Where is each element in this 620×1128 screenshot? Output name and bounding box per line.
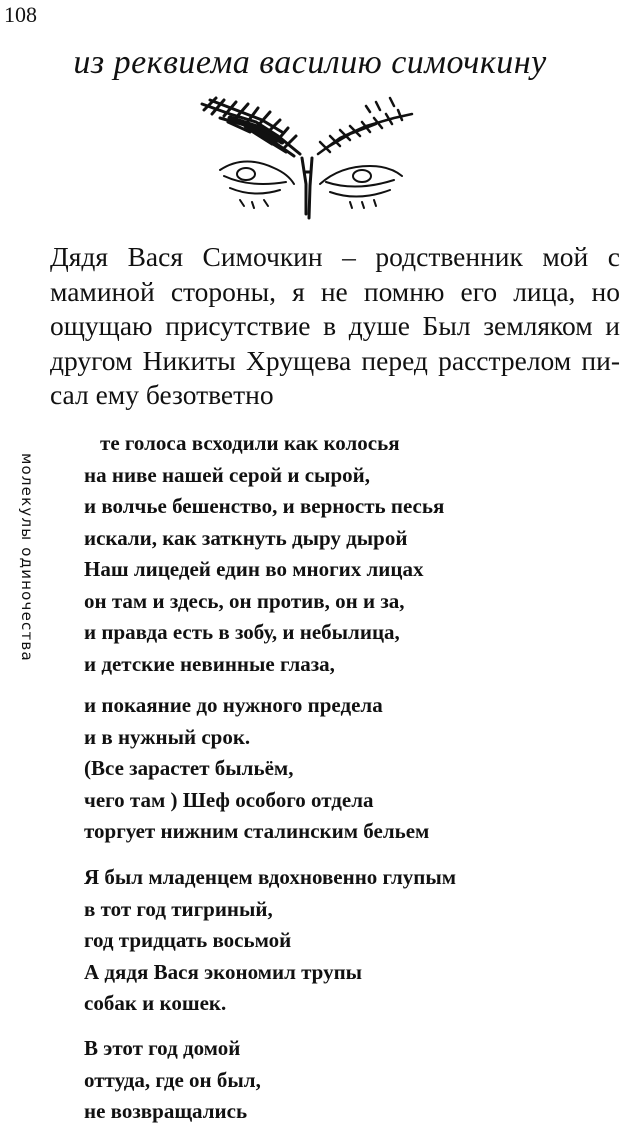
intro-line: сал ему безответно [50,379,274,410]
intro-line: маминой стороны, я не помню его лица, но [50,275,620,307]
poem-line: в тот год тигриный, [84,896,273,921]
poem-stanza-3 [84,862,604,1020]
poem-line: и в нужный срок. [84,724,251,749]
poem-stanza-4 [84,1033,604,1128]
side-label: молекулы одиночества [18,453,36,662]
intro-line: другом Никиты Хрущева перед расстрелом пи- [50,344,620,376]
intro-line: ощущаю присутствие в душе Был земляком и [50,310,620,341]
poem-line: Наш лицедей един во многих лицах [84,557,424,581]
poem-line: и детские невинные глаза, [84,651,335,676]
poem-line: не возвращались [84,1099,248,1123]
poem-line: А дядя Вася экономил трупы [84,959,363,984]
poem-line: и волчье бешенство, и верность песья [84,494,445,518]
poem-line: год тридцать восьмой [84,928,292,952]
eyes-sketch-icon [190,92,420,224]
poem-stanza-2 [84,690,604,848]
poem-line: он там и здесь, он против, он и за, [84,588,405,613]
poem-line: В этот год домой [84,1036,241,1060]
poem-line: (Все зарастет быльём, [84,756,294,780]
poem-line: чего там ) Шеф особого отдела [84,787,374,812]
poem-line: Я был младенцем вдохновенно глупым [84,865,457,889]
poem-line: торгует нижним сталинским бельем [84,819,430,843]
intro-paragraph [50,240,620,413]
poem-line: искали, как заткнуть дыру дырой [84,525,408,550]
poem-line: собак и кошек. [84,991,227,1015]
poem-line: оттуда, где он был, [84,1067,261,1092]
poem-line: на ниве нашей серой и сырой, [84,462,370,487]
intro-line: Дядя Вася Симочкин – родственник мой с [50,241,620,272]
poem-line: и правда есть в зобу, и небылица, [84,620,400,644]
poem-line: и покаяние до нужного предела [84,693,383,717]
poem-line: те голоса всходили как колосья [100,431,400,455]
poem-stanza-1 [84,428,620,680]
page-number: 108 [4,2,37,27]
page-title: из реквиема василию симочкину [73,44,547,81]
